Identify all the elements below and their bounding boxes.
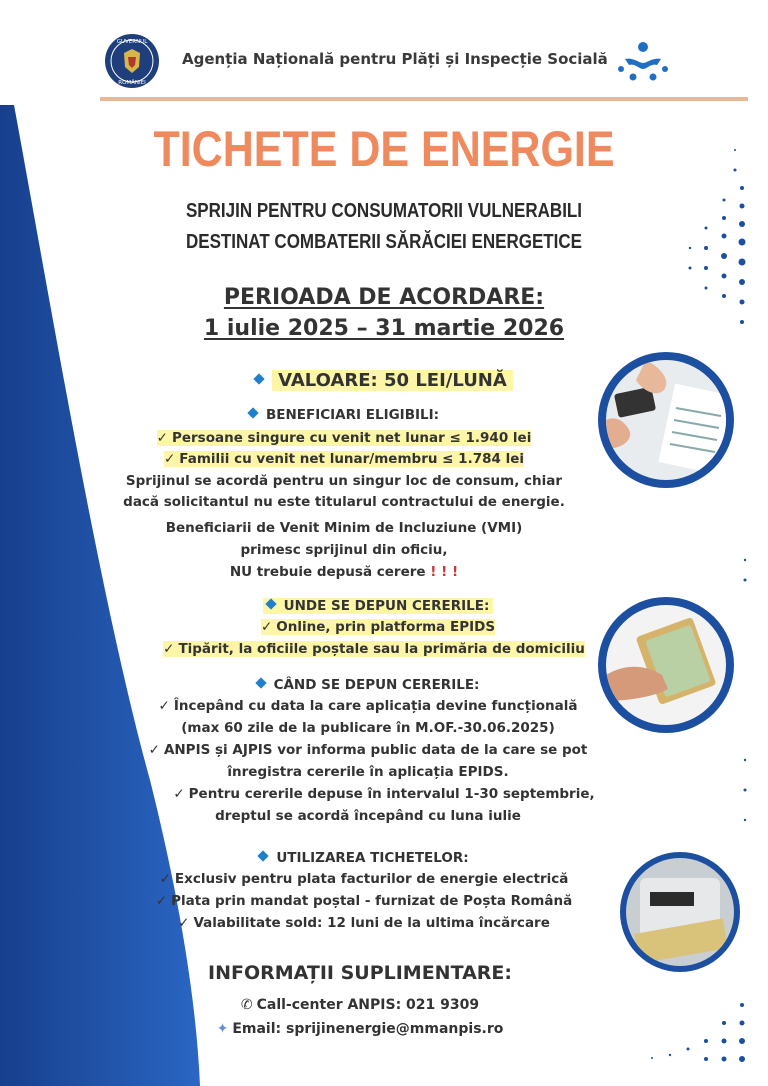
utilizare-heading: UTILIZAREA TICHETELOR: xyxy=(0,850,748,866)
beneficiari-heading: BENEFICIARI ELIGIBILI: xyxy=(0,407,728,423)
info-heading: INFORMAȚII SUPLIMENTARE: xyxy=(208,962,512,984)
unde-item-1: ✓ Online, prin platforma EPIDS xyxy=(260,619,496,635)
calculator-photo xyxy=(606,360,726,480)
cand-line-3: ✓ ANPIS și AJPIS vor informa public data de la care se pot xyxy=(148,742,588,758)
bullet-diamond-icon xyxy=(265,598,276,609)
bullet-diamond-icon xyxy=(258,850,269,861)
utilizare-item-1: ✓ Exclusiv pentru plata facturilor de energie electrică xyxy=(159,871,569,887)
phone-icon: ✆ xyxy=(240,997,253,1013)
unde-heading: UNDE SE DEPUN CERERILE: xyxy=(0,598,762,614)
beneficiari-note-1: Sprijinul se acordă pentru un singur loc de consum, chiar xyxy=(125,473,563,489)
cand-heading: CÂND SE DEPUN CERERILE: xyxy=(0,677,752,693)
seal-text-bottom: ROMÂNIEI xyxy=(118,80,146,86)
info-phone: ✆ Call-center ANPIS: 021 9309 xyxy=(240,997,480,1013)
anpis-logo-icon xyxy=(615,35,671,85)
vmi-line-1: Beneficiarii de Venit Minim de Incluziune (VMI) xyxy=(165,520,523,536)
government-seal-icon xyxy=(104,33,160,89)
check-icon: ✓ xyxy=(155,893,168,909)
bullet-diamond-icon xyxy=(247,407,258,418)
utilizare-item-2: ✓ Plata prin mandat poștal - furnizat de Poșta Română xyxy=(155,893,573,909)
cand-line-4: înregistra cererile în aplicația EPIDS. xyxy=(227,764,509,780)
check-icon: ✓ xyxy=(156,430,168,446)
period-value: 1 iulie 2025 – 31 martie 2026 xyxy=(203,316,565,341)
beneficiari-note-2: dacă solicitantul nu este titularul contractului de energie. xyxy=(123,494,565,510)
beneficiari-item-2: ✓ Familii cu venit net lunar/membru ≤ 1.784 lei xyxy=(163,451,524,467)
cand-line-1: ✓ Începând cu data la care aplicația devine funcțională xyxy=(158,698,578,714)
cand-line-2: (max 60 zile de la publicare în M.OF.-30.06.2025) xyxy=(181,720,555,736)
check-icon: ✓ xyxy=(158,698,170,714)
beneficiari-item-1: ✓ Persoane singure cu venit net lunar ≤ 1.940 lei xyxy=(156,430,532,446)
check-icon: ✓ xyxy=(159,871,171,887)
subtitle-line-1: SPRIJIN PENTRU CONSUMATORII VULNERABILI xyxy=(185,200,583,222)
check-icon: ✓ xyxy=(178,915,190,931)
check-icon: ✓ xyxy=(163,641,175,657)
electricity-meter-photo xyxy=(626,858,734,966)
valoare-text: VALOARE: 50 LEI/LUNĂ xyxy=(272,370,513,391)
period-label: PERIOADA DE ACORDARE: xyxy=(223,285,545,310)
page-title: TICHETE DE ENERGIE xyxy=(153,121,615,177)
bullet-diamond-icon xyxy=(255,677,266,688)
header-divider xyxy=(100,97,748,101)
money-hand-photo xyxy=(606,605,726,725)
cand-line-6: dreptul se acordă începând cu luna iulie xyxy=(215,808,521,824)
seal-text-top: GUVERNUL xyxy=(116,39,148,45)
check-icon: ✓ xyxy=(148,742,160,758)
bullet-diamond-icon xyxy=(254,373,265,384)
subtitle-line-2: DESTINAT COMBATERII SĂRĂCIEI ENERGETICE xyxy=(185,231,583,253)
check-icon: ✓ xyxy=(163,451,176,467)
cand-line-5: ✓ Pentru cererile depuse în intervalul 1-30 septembrie, xyxy=(173,786,595,802)
check-icon: ✓ xyxy=(173,786,185,802)
vmi-line-2: primesc sprijinul din oficiu, xyxy=(240,542,448,558)
agency-name: Agenția Națională pentru Plăți și Inspecție Socială xyxy=(182,50,608,68)
utilizare-item-3: ✓ Valabilitate sold: 12 luni de la ultima încărcare xyxy=(178,915,550,931)
unde-item-2: ✓ Tipărit, la oficiile poștale sau la primăria de domiciliu xyxy=(163,641,585,657)
email-icon: ✦ xyxy=(216,1021,229,1037)
info-email: ✦ Email: sprijinenergie@mmanpis.ro xyxy=(216,1021,504,1037)
vmi-line-3: NU trebuie depusă cerere ! ! ! xyxy=(229,564,459,580)
exclamation-marks: ! ! ! xyxy=(430,564,459,580)
check-icon: ✓ xyxy=(260,619,273,635)
